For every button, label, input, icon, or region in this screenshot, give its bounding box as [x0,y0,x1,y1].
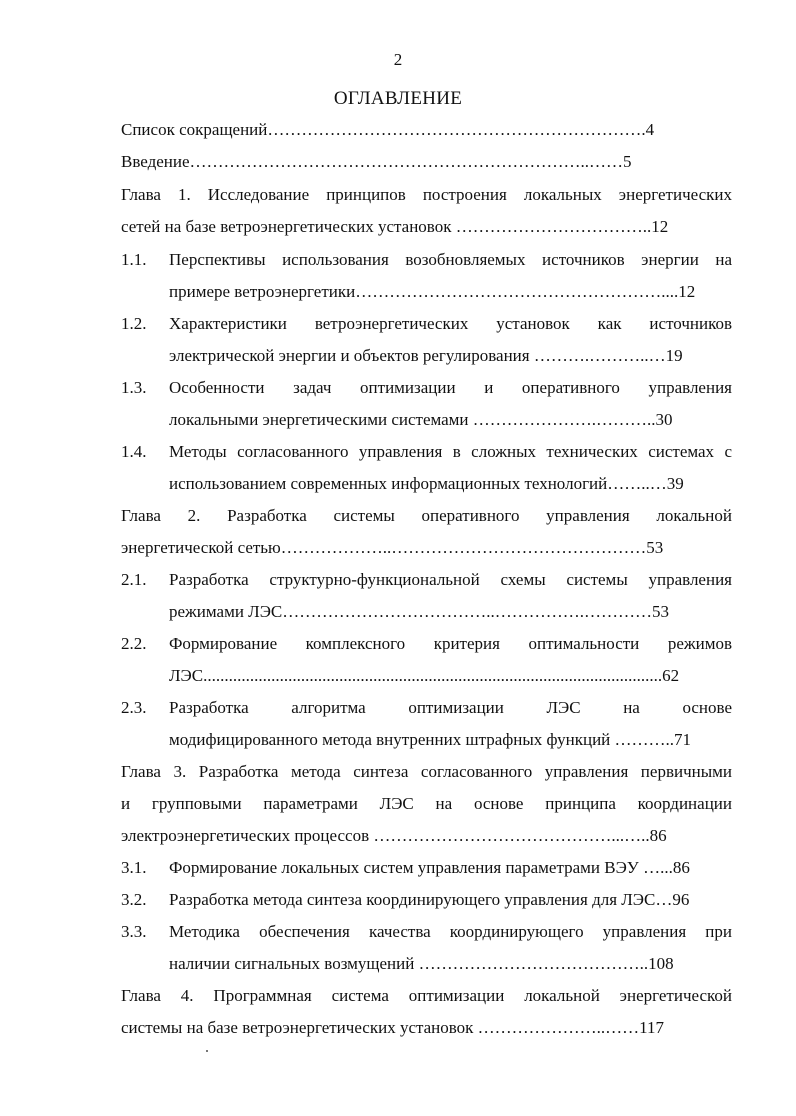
toc-entry-number: 2.2. [121,634,147,653]
toc-entry-number: 1.2. [121,314,147,333]
toc-entry-line: Методика обеспечения качества координирующего управления при [169,922,732,941]
toc-entry-line: режимами ЛЭС………………………………..…………….…………53 [169,602,670,621]
toc-entry-line: ЛЭС............................................................................................................62 [169,666,680,685]
toc-entry-line: Разработка метода синтеза координирующего управления для ЛЭС…96 [169,890,690,909]
toc-entry-line: системы на базе ветроэнергетических установок …………………..……117 [121,1018,665,1037]
toc-entry-line: модифицированного метода внутренних штрафных функций ………..71 [169,730,692,749]
toc-entry-line: Формирование комплексного критерия оптимальности режимов [169,634,732,653]
toc-entry-line: Глава 1. Исследование принципов построения локальных энергетических [121,185,732,204]
toc-entry-line: сетей на базе ветроэнергетических установок ……………………………..12 [121,217,669,236]
toc-entry-line: Разработка алгоритма оптимизации ЛЭС на основе [169,698,732,717]
toc-entry-line: Особенности задач оптимизации и оперативного управления [169,378,732,397]
toc-entry-line: локальными энергетическими системами ………………….………..30 [169,410,673,429]
toc-entry-number: 1.3. [121,378,147,397]
toc-entry-line: Глава 2. Разработка системы оперативного управления локальной [121,506,732,525]
toc-entry-line: Разработка структурно-функциональной схемы системы управления [169,570,732,589]
toc-entry-line: Глава 3. Разработка метода синтеза согласованного управления первичными [121,762,732,781]
toc-entry-line: электроэнергетических процессов ……………………………………...…..86 [121,826,667,845]
toc-entry-line: Методы согласованного управления в сложных технических системах с [169,442,732,461]
toc-entry-number: 2.1. [121,570,147,589]
toc-entry-number: 2.3. [121,698,147,717]
toc-entry-line: электрической энергии и объектов регулирования ……….………..…19 [169,346,683,365]
toc-entry-line: примере ветроэнергетики………………………………………………....12 [169,282,696,301]
toc-entry-number: 1.1. [121,250,147,269]
toc-entry-line: Введение……………………………………………………………..……5 [121,152,632,171]
toc-entry-line: наличии сигнальных возмущений …………………………………..108 [169,954,674,973]
page-title: ОГЛАВЛЕНИЕ [333,88,463,109]
scan-speck [206,1050,208,1052]
toc-entry-number: 3.2. [121,890,147,909]
toc-entry-line: Характеристики ветроэнергетических установок как источников [169,314,732,333]
toc-entry-line: использованием современных информационных технологий……..…39 [169,474,684,493]
toc-entry-line: Формирование локальных систем управления параметрами ВЭУ …...86 [169,858,690,877]
toc-entry-line: и групповыми параметрами ЛЭС на основе принципа координации [121,794,732,813]
toc-entry-line: Глава 4. Программная система оптимизации локальной энергетической [121,986,732,1005]
toc-entry-line: Перспективы использования возобновляемых источников энергии на [169,250,732,269]
toc-entry-number: 3.3. [121,922,147,941]
page-number: 2 [393,50,403,69]
toc-entry-number: 3.1. [121,858,147,877]
toc-entry-line: энергетической сетью………………..………………………………………53 [121,538,664,557]
toc-entry-line: Список сокращений………………………………………………………….4 [121,120,655,139]
toc-entry-number: 1.4. [121,442,147,461]
